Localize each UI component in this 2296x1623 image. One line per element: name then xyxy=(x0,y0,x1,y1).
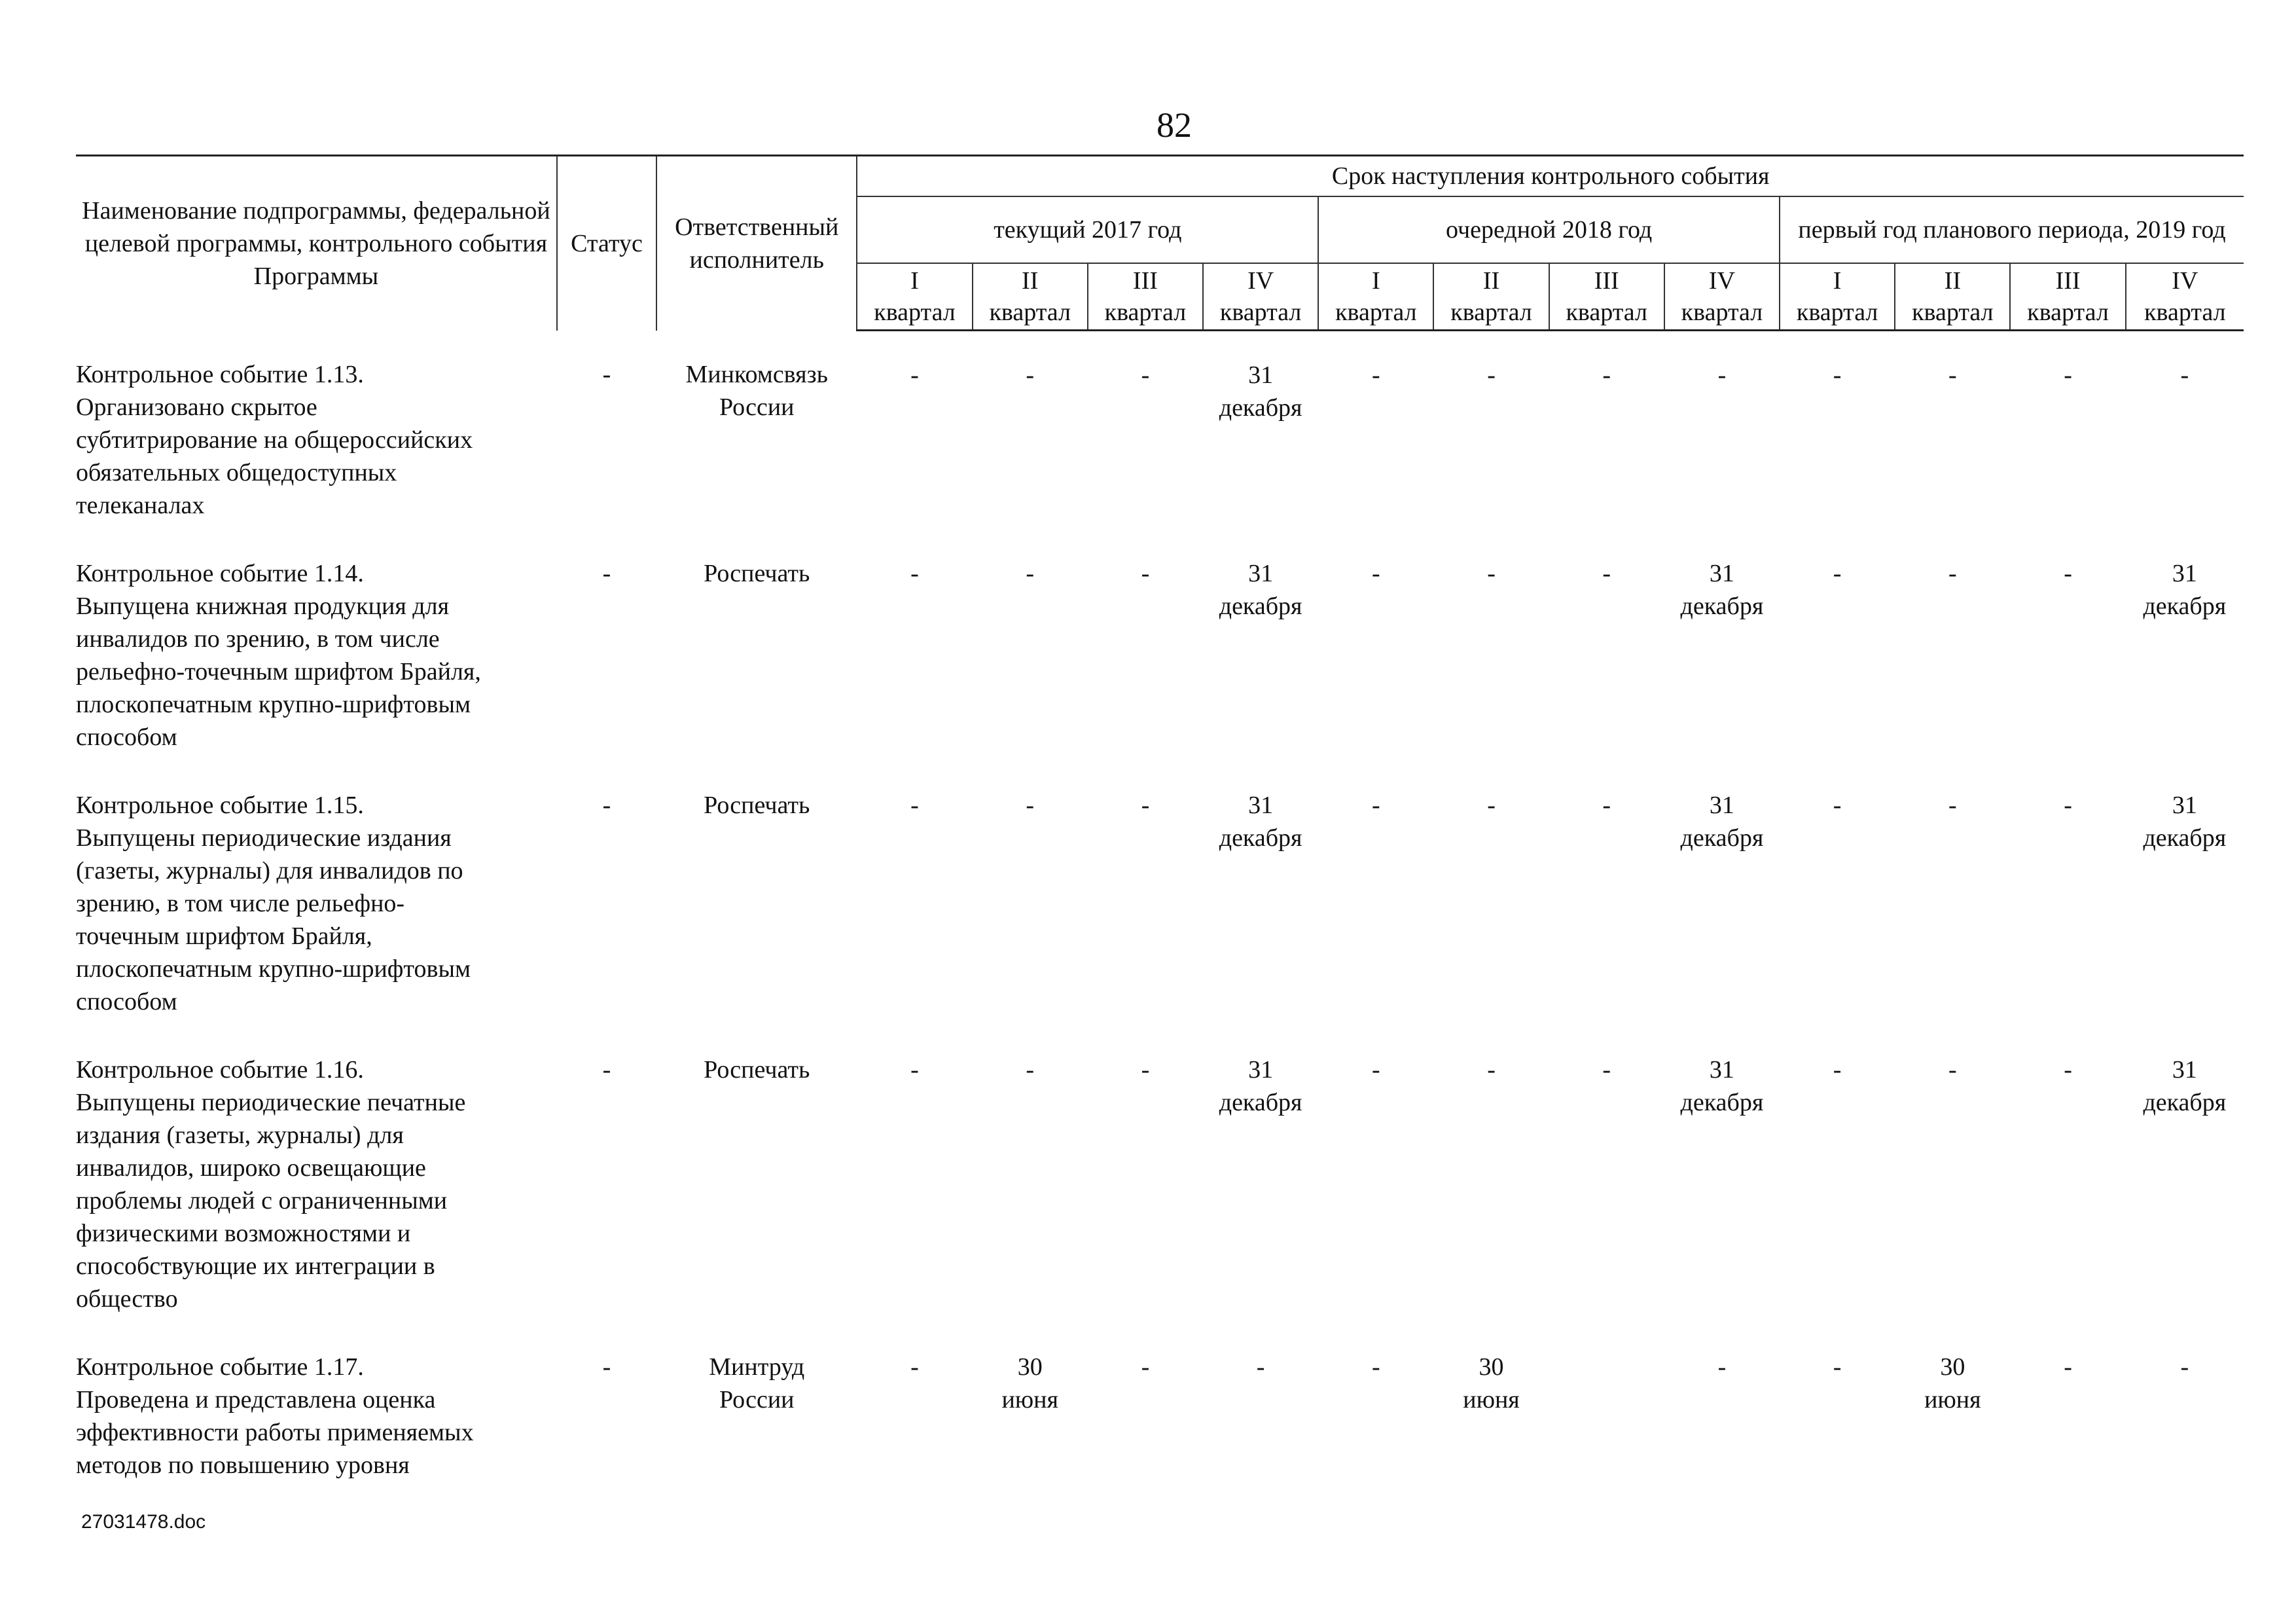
quarter-cell xyxy=(2126,1351,2244,1517)
quarter-cell-text: - xyxy=(1256,1353,1265,1381)
quarter-cell-text: - xyxy=(1026,361,1035,389)
event-executor xyxy=(656,1351,857,1517)
quarter-cell xyxy=(1895,1053,2010,1351)
quarter-cell xyxy=(1664,789,1780,1053)
quarter-header xyxy=(973,263,1088,331)
quarter-cell xyxy=(1895,789,2010,1053)
quarter-cell-text: - xyxy=(1371,1055,1380,1084)
quarter-cell-text: - xyxy=(1371,559,1380,587)
event-status xyxy=(557,789,656,1053)
quarter-word: квартал xyxy=(1681,299,1763,326)
quarter-number: III xyxy=(1132,267,1158,295)
quarter-cell-text: - xyxy=(1141,361,1150,389)
quarter-cell-text: - xyxy=(1948,559,1957,587)
quarter-cell xyxy=(857,1053,972,1351)
quarter-cell-text: 31 декабря xyxy=(1680,1055,1764,1116)
event-executor-text: Роспечать xyxy=(704,791,810,819)
quarter-cell xyxy=(973,789,1088,1053)
quarter-cell xyxy=(1895,331,2010,557)
quarter-cell-text: - xyxy=(1487,361,1496,389)
table-row xyxy=(76,1053,2244,1351)
quarter-cell-text: - xyxy=(1487,1055,1496,1084)
header-year-2017: текущий 2017 год xyxy=(857,196,1318,263)
quarter-cell xyxy=(1549,557,1664,789)
event-name-text: Контрольное событие 1.14. Выпущена книжная продукция для инвалидов по зрению, в том числе рельефно-точечным шрифтом Брайля, плоскопечатным крупно-шрифтовым способом xyxy=(76,559,481,751)
event-name-text: Контрольное событие 1.15. Выпущены периодические издания (газеты, журналы) для инвалидов по зрению, в том числе рельефно- точечным шрифтом Брайля, плоскопечатным крупно-шрифтовым способом xyxy=(76,791,471,1015)
quarter-cell xyxy=(1780,1351,1895,1517)
quarter-cell-text: - xyxy=(2064,1353,2072,1381)
quarter-cell xyxy=(1203,1053,1318,1351)
quarter-cell xyxy=(1549,331,1664,557)
table-row xyxy=(76,789,2244,1053)
event-status-text: - xyxy=(602,559,611,587)
event-name-text: Контрольное событие 1.13. Организовано скрытое субтитрирование на общероссийских обязательных общедоступных телеканалах xyxy=(76,360,473,519)
quarter-header xyxy=(1318,263,1433,331)
quarter-cell-text: - xyxy=(2064,559,2072,587)
quarter-cell xyxy=(1318,331,1433,557)
quarter-cell xyxy=(857,557,972,789)
quarter-word: квартал xyxy=(874,299,956,326)
quarter-cell xyxy=(857,331,972,557)
quarter-cell xyxy=(1780,331,1895,557)
quarter-header xyxy=(1780,263,1895,331)
quarter-cell xyxy=(2126,789,2244,1053)
event-name-text: Контрольное событие 1.17. Проведена и представлена оценка эффективности работы применяемых методов по повышению уровня xyxy=(76,1353,474,1479)
quarter-cell-text: - xyxy=(1141,791,1150,819)
quarter-cell xyxy=(2010,557,2125,789)
quarter-cell xyxy=(1203,557,1318,789)
quarter-cell-text: - xyxy=(1717,361,1727,389)
quarter-word: квартал xyxy=(1219,299,1302,326)
header-status: Статус xyxy=(557,156,656,331)
quarter-cell xyxy=(1433,557,1549,789)
quarter-cell xyxy=(973,1351,1088,1517)
quarter-cell-text: - xyxy=(2180,361,2189,389)
table-row xyxy=(76,331,2244,557)
quarter-cell-text: 31 декабря xyxy=(2143,559,2227,620)
quarter-number: I xyxy=(910,267,919,295)
header-deadline-group: Срок наступления контрольного события xyxy=(857,156,2244,197)
quarter-cell-text: 31 декабря xyxy=(1680,791,1764,852)
table-body xyxy=(76,331,2244,1517)
quarter-cell xyxy=(1433,331,1549,557)
quarter-cell-text: 31 декабря xyxy=(2143,791,2227,852)
quarter-cell-text: 31 декабря xyxy=(1219,559,1302,620)
quarter-cell-text: - xyxy=(1948,361,1957,389)
quarter-cell xyxy=(857,789,972,1053)
quarter-cell xyxy=(1895,557,2010,789)
quarter-cell xyxy=(1318,1053,1433,1351)
header-year-2018: очередной 2018 год xyxy=(1318,196,1780,263)
quarter-cell xyxy=(1433,1053,1549,1351)
quarter-cell-text: - xyxy=(910,791,919,819)
quarter-cell-text: - xyxy=(1026,1055,1035,1084)
quarter-cell xyxy=(1088,1053,1203,1351)
quarter-number: II xyxy=(1944,267,1961,295)
event-status-text: - xyxy=(602,360,611,388)
quarter-word: квартал xyxy=(1566,299,1647,326)
quarter-header xyxy=(1895,263,2010,331)
quarter-cell xyxy=(2010,1053,2125,1351)
quarter-cell xyxy=(1549,789,1664,1053)
event-executor xyxy=(656,789,857,1053)
quarter-cell-text: - xyxy=(2064,791,2072,819)
quarter-word: квартал xyxy=(1104,299,1187,326)
quarter-cell xyxy=(1664,1351,1780,1517)
table-row xyxy=(76,1351,2244,1517)
event-executor-text: Роспечать xyxy=(704,559,810,587)
quarter-header xyxy=(2126,263,2244,331)
header-name: Наименование подпрограммы, федеральной целевой программы, контрольного события Программы xyxy=(76,156,557,331)
quarter-cell xyxy=(1088,789,1203,1053)
quarter-cell-text: - xyxy=(1371,1353,1380,1381)
quarter-number: I xyxy=(1371,267,1380,295)
event-name xyxy=(76,789,557,1053)
event-executor-text: Минкомсвязь России xyxy=(685,360,828,421)
quarter-cell xyxy=(1318,789,1433,1053)
quarter-cell-text: - xyxy=(1371,791,1380,819)
quarter-cell xyxy=(1664,331,1780,557)
quarter-header xyxy=(1433,263,1549,331)
quarter-cell-text: 30 июня xyxy=(1463,1353,1520,1413)
quarter-header xyxy=(1549,263,1664,331)
quarter-cell-text: - xyxy=(910,361,919,389)
event-executor-text: Минтруд России xyxy=(709,1353,805,1413)
quarter-number: IV xyxy=(2172,267,2198,295)
quarter-word: квартал xyxy=(1335,299,1417,326)
event-name xyxy=(76,1053,557,1351)
quarter-cell-text: 30 июня xyxy=(1001,1353,1058,1413)
quarter-cell-text: - xyxy=(2064,361,2072,389)
quarter-header xyxy=(2010,263,2125,331)
header-executor: Ответственный исполнитель xyxy=(656,156,857,331)
quarter-header xyxy=(1664,263,1780,331)
event-name xyxy=(76,331,557,557)
quarter-cell-text: - xyxy=(1371,361,1380,389)
event-name xyxy=(76,1351,557,1517)
quarter-cell xyxy=(1780,1053,1895,1351)
quarter-header xyxy=(1088,263,1203,331)
quarter-cell-text: - xyxy=(1602,1055,1611,1084)
quarter-number: IV xyxy=(1247,267,1274,295)
document-footer: 27031478.doc xyxy=(81,1511,206,1533)
quarter-header xyxy=(1203,263,1318,331)
quarter-cell-text: 31 декабря xyxy=(1680,559,1764,620)
quarter-cell-text: - xyxy=(1948,1055,1957,1084)
quarter-cell-text: - xyxy=(2180,1353,2189,1381)
quarter-cell xyxy=(2126,1053,2244,1351)
page-number: 82 xyxy=(1157,105,1192,145)
quarter-cell-text: - xyxy=(1602,361,1611,389)
quarter-cell xyxy=(1895,1351,2010,1517)
quarter-word: квартал xyxy=(2144,299,2226,326)
quarter-cell xyxy=(1088,557,1203,789)
quarter-cell xyxy=(1318,1351,1433,1517)
quarter-cell-text: 31 декабря xyxy=(1219,361,1302,422)
quarter-cell-text: - xyxy=(1487,791,1496,819)
quarter-word: квартал xyxy=(989,299,1071,326)
header-year-2019: первый год планового периода, 2019 год xyxy=(1780,196,2244,263)
quarter-cell xyxy=(1549,1053,1664,1351)
quarter-cell-text: - xyxy=(1141,1353,1150,1381)
control-events-table xyxy=(76,155,2244,1517)
event-executor xyxy=(656,1053,857,1351)
event-status-text: - xyxy=(602,1353,611,1381)
quarter-cell-text: - xyxy=(1602,559,1611,587)
quarter-header xyxy=(857,263,972,331)
quarter-cell-text: - xyxy=(1602,791,1611,819)
quarter-word: квартал xyxy=(2027,299,2109,326)
quarter-cell xyxy=(973,557,1088,789)
quarter-cell xyxy=(1664,1053,1780,1351)
event-name xyxy=(76,557,557,789)
quarter-cell xyxy=(2010,331,2125,557)
quarter-cell-text: - xyxy=(1026,559,1035,587)
quarter-word: квартал xyxy=(1912,299,1994,326)
quarter-cell xyxy=(1203,789,1318,1053)
quarter-cell-text: - xyxy=(1487,559,1496,587)
quarter-cell-text: - xyxy=(1948,791,1957,819)
quarter-cell xyxy=(973,1053,1088,1351)
quarter-number: III xyxy=(1594,267,1619,295)
quarter-cell-text: 31 декабря xyxy=(2143,1055,2227,1116)
table-row xyxy=(76,557,2244,789)
event-status xyxy=(557,1351,656,1517)
quarter-cell-text: 31 декабря xyxy=(1219,1055,1302,1116)
quarter-cell-text: - xyxy=(1833,791,1842,819)
quarter-word: квартал xyxy=(1450,299,1532,326)
quarter-cell xyxy=(1088,1351,1203,1517)
event-executor xyxy=(656,331,857,557)
quarter-cell-text: - xyxy=(1833,1353,1842,1381)
quarter-number: II xyxy=(1022,267,1039,295)
quarter-number: I xyxy=(1833,267,1842,295)
quarter-cell-text: - xyxy=(1026,791,1035,819)
quarter-cell xyxy=(2126,557,2244,789)
event-status-text: - xyxy=(602,791,611,819)
quarter-cell xyxy=(1664,557,1780,789)
quarter-cell-text: - xyxy=(1717,1353,1727,1381)
event-executor xyxy=(656,557,857,789)
quarter-cell xyxy=(1433,789,1549,1053)
quarter-cell-text: - xyxy=(910,1353,919,1381)
quarter-cell xyxy=(1318,557,1433,789)
quarter-cell-text: - xyxy=(1833,361,1842,389)
event-name-text: Контрольное событие 1.16. Выпущены периодические печатные издания (газеты, журналы) для инвалидов, широко освещающие проблемы людей с ограниченными физическими возможностями и способствующие их интеграции в общество xyxy=(76,1055,466,1313)
quarter-cell xyxy=(2126,331,2244,557)
quarter-cell xyxy=(1433,1351,1549,1517)
quarter-cell xyxy=(1203,1351,1318,1517)
quarter-cell-text: 31 декабря xyxy=(1219,791,1302,852)
quarter-cell xyxy=(857,1351,972,1517)
quarter-number: IV xyxy=(1708,267,1735,295)
quarter-cell xyxy=(2010,789,2125,1053)
event-status-text: - xyxy=(602,1055,611,1084)
quarter-cell-text: - xyxy=(1833,1055,1842,1084)
quarter-number: II xyxy=(1482,267,1500,295)
quarter-cell-text: - xyxy=(1833,559,1842,587)
quarter-word: квартал xyxy=(1796,299,1878,326)
quarter-cell xyxy=(973,331,1088,557)
event-status xyxy=(557,331,656,557)
quarter-cell xyxy=(1780,789,1895,1053)
quarter-cell xyxy=(1549,1351,1664,1517)
quarter-cell-text: - xyxy=(910,1055,919,1084)
quarter-cell-text: - xyxy=(1141,559,1150,587)
quarter-cell xyxy=(2010,1351,2125,1517)
event-executor-text: Роспечать xyxy=(704,1055,810,1084)
quarter-cell-text: 30 июня xyxy=(1924,1353,1981,1413)
quarter-cell xyxy=(1203,331,1318,557)
quarter-cell xyxy=(1088,331,1203,557)
quarter-number: III xyxy=(2055,267,2081,295)
quarter-cell xyxy=(1780,557,1895,789)
table-header xyxy=(76,156,2244,331)
event-status xyxy=(557,557,656,789)
event-status xyxy=(557,1053,656,1351)
quarter-cell-text: - xyxy=(910,559,919,587)
quarter-cell-text: - xyxy=(1141,1055,1150,1084)
quarter-cell-text: - xyxy=(2064,1055,2072,1084)
